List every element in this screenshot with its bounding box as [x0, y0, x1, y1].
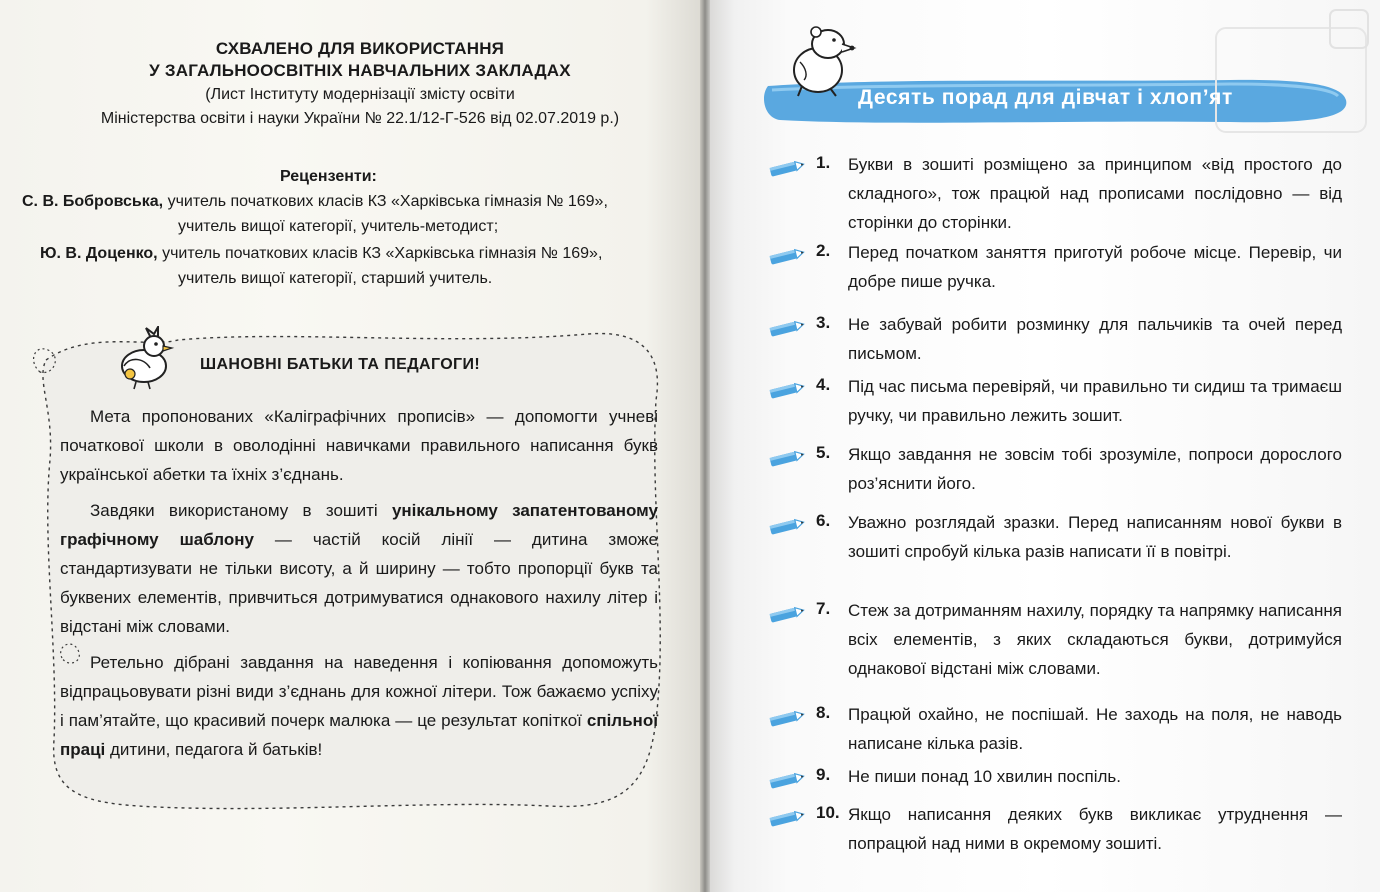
reviewer-1-line2: учитель вищої категорії, учитель-методист;: [178, 218, 499, 235]
tip-text: Якщо завдання не зовсім тобі зрозуміле, попроси дорослого роз’яснити його.: [848, 445, 1342, 493]
p2-bold: унікальному запатентованому графічному шаблону: [60, 501, 658, 549]
tips-title: Десять порад для дівчат і хлоп’ят: [858, 86, 1233, 109]
tip-text: Якщо написання деяких букв викликає утруднення — попрацюй над ними в окремому зошиті.: [848, 805, 1342, 853]
reviewer-2-line1: [40, 242, 602, 266]
approval-line1: СХВАЛЕНО ДЛЯ ВИКОРИСТАННЯ: [215, 39, 505, 58]
pencil-icon: [766, 446, 806, 470]
reviewer-2-name: Ю. В. Доценко,: [40, 245, 158, 262]
pencil-icon: [766, 244, 806, 268]
parents-paragraph-1: Мета пропонованих «Каліграфічних прописів» — допомогти учневі початкової школи в оволодінні навичками правильного написання букв української абетки та їхніх з’єднань.: [60, 407, 658, 484]
tip-text: Букви в зошиті розміщено за принципом «від простого до складного», тож працюй над прописами послідовно — від сторінки до сторінки.: [848, 155, 1342, 232]
tip-text: Не забувай робити розминку для пальчиків та очей перед письмом.: [848, 315, 1342, 363]
approval-line2: У ЗАГАЛЬНООСВІТНІХ НАВЧАЛЬНИХ ЗАКЛАДАХ: [149, 61, 571, 80]
tip-text: Перед початком заняття приготуй робоче місце. Перевір, чи добре пише ручка.: [848, 243, 1342, 291]
pencil-icon: [766, 768, 806, 792]
tip-text: Стеж за дотриманням нахилу, порядку та напрямку написання всіх елементів, з яких складаються букви, дотримуйся однакової відстані між словами.: [848, 601, 1342, 678]
parents-paragraph-3: [60, 648, 658, 764]
p3-text-c: дитини, педагога й батьків!: [105, 740, 323, 759]
tip-number: 5.: [816, 443, 831, 462]
tip-number: 8.: [816, 703, 831, 722]
pencil-icon: [766, 706, 806, 730]
tip-number: 6.: [816, 511, 831, 530]
tip-text: Не пиши понад 10 хвилин поспіль.: [848, 767, 1121, 786]
p2-text-c: — частій косій лінії — дитина зможе стандартизувати не тільки висоту, а й ширину — тобто пропорції букв та буквених елементів, привчиться дотримуватися однакового нахилу літер і відстані між словами.: [60, 530, 658, 636]
p2-text-a: Завдяки використаному в зошиті: [90, 501, 392, 520]
pencil-icon: [766, 514, 806, 538]
tip-text: Працюй охайно, не поспішай. Не заходь на поля, не наводь написане кілька разів.: [848, 705, 1342, 753]
reviewer-2-line2: учитель вищої категорії, старший учитель.: [178, 270, 493, 287]
parents-title: ШАНОВНІ БАТЬКИ ТА ПЕДАГОГИ!: [200, 356, 481, 373]
tip-number: 4.: [816, 375, 831, 394]
reviewer-1-name: С. В. Бобровська,: [22, 193, 164, 210]
reviewer-1-position: учитель початкових класів КЗ «Харківська гімназія № 169»,: [163, 193, 608, 210]
tip-number: 1.: [816, 153, 831, 172]
bird-icon: [110, 326, 180, 392]
p3-bold: спільної праці: [60, 711, 658, 759]
tip-number: 7.: [816, 599, 831, 618]
decorative-cell-corner: [1210, 6, 1370, 136]
tip-number: 10.: [816, 803, 840, 822]
approval-block: [30, 38, 690, 131]
pencil-icon: [766, 602, 806, 626]
pencil-icon: [766, 316, 806, 340]
pencil-icon: [766, 156, 806, 180]
parents-paragraph-2: [60, 496, 658, 641]
bear-icon: [780, 22, 866, 98]
reviewer-1-line1: [22, 190, 608, 214]
pencil-icon: [766, 378, 806, 402]
book-gutter: [700, 0, 710, 892]
tip-text: Під час письма перевіряй, чи правильно ти сидиш та тримаєш ручку, чи правильно лежить зошит.: [848, 377, 1342, 425]
p3-text-a: Ретельно дібрані завдання на наведення і копіювання допоможуть відпрацьовувати різні види з’єднань для кожної літери. Тож бажаємо успіху і пам’ятайте, що красивий почерк малюка — це результат копіткої: [60, 653, 658, 730]
tip-number: 9.: [816, 765, 831, 784]
reviewer-2-position: учитель початкових класів КЗ «Харківська гімназія № 169»,: [157, 245, 603, 262]
tip-number: 2.: [816, 241, 831, 260]
approval-line3: (Лист Інституту модернізації змісту освіти: [205, 86, 515, 103]
tip-number: 3.: [816, 313, 831, 332]
pencil-icon: [766, 806, 806, 830]
reviewers-heading: Рецензенти:: [280, 168, 377, 185]
tip-text: Уважно розглядай зразки. Перед написанням нової букви в зошиті спробуй кілька разів написати її в повітрі.: [848, 513, 1342, 561]
approval-line4: Міністерства освіти і науки України № 22.1/12-Г-526 від 02.07.2019 р.): [100, 110, 620, 127]
